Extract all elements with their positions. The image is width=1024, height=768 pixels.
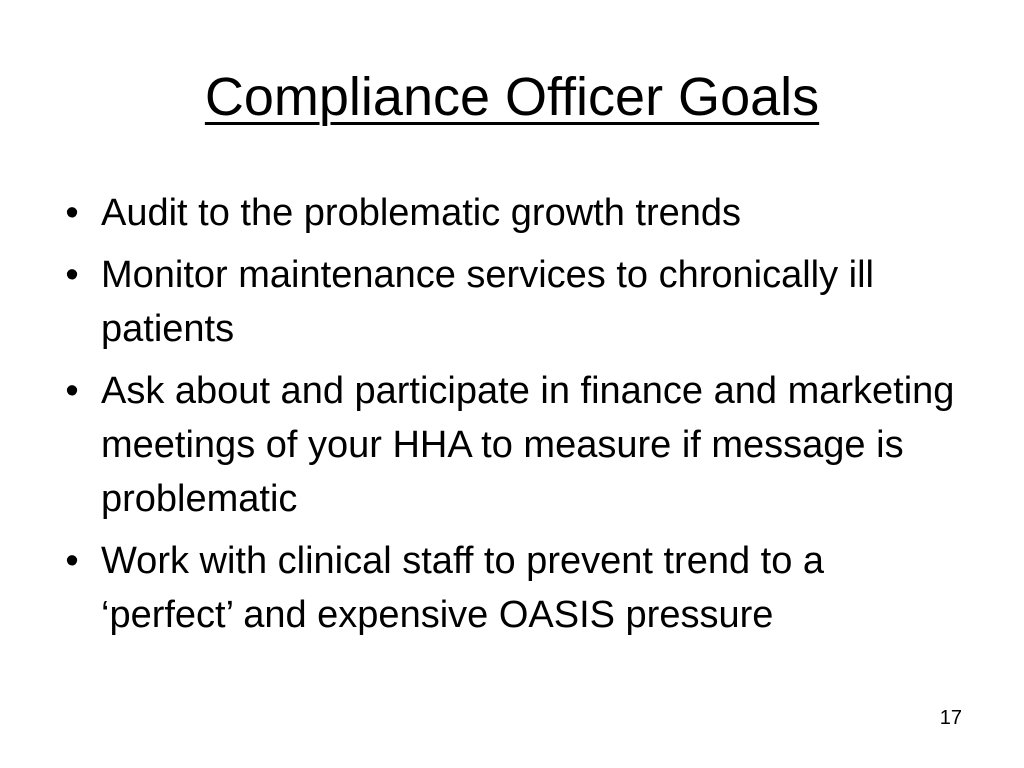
bullet-item-4 — [62, 534, 962, 642]
bullet-icon: • — [65, 192, 79, 234]
bullet-text-1: Audit to the problematic growth trends — [101, 192, 742, 234]
bullet-icon: • — [65, 370, 79, 412]
bullet-icon: • — [65, 254, 79, 296]
bullet-text-4: Work with clinical staff to prevent trend to a ‘perfect’ and expensive OASIS pressure — [101, 540, 825, 636]
bullet-icon: • — [65, 540, 79, 582]
slide-title: Compliance Officer Goals — [204, 67, 820, 127]
bullet-item-1 — [62, 186, 962, 240]
bullet-list — [62, 186, 962, 650]
bullet-item-2 — [62, 248, 962, 356]
bullet-text-3: Ask about and participate in finance and marketing meetings of your HHA to measure if message is problematic — [101, 370, 955, 520]
bullet-text-2: Monitor maintenance services to chronically ill patients — [101, 254, 874, 350]
bullet-item-3 — [62, 364, 962, 526]
page-number: 17 — [939, 707, 962, 729]
